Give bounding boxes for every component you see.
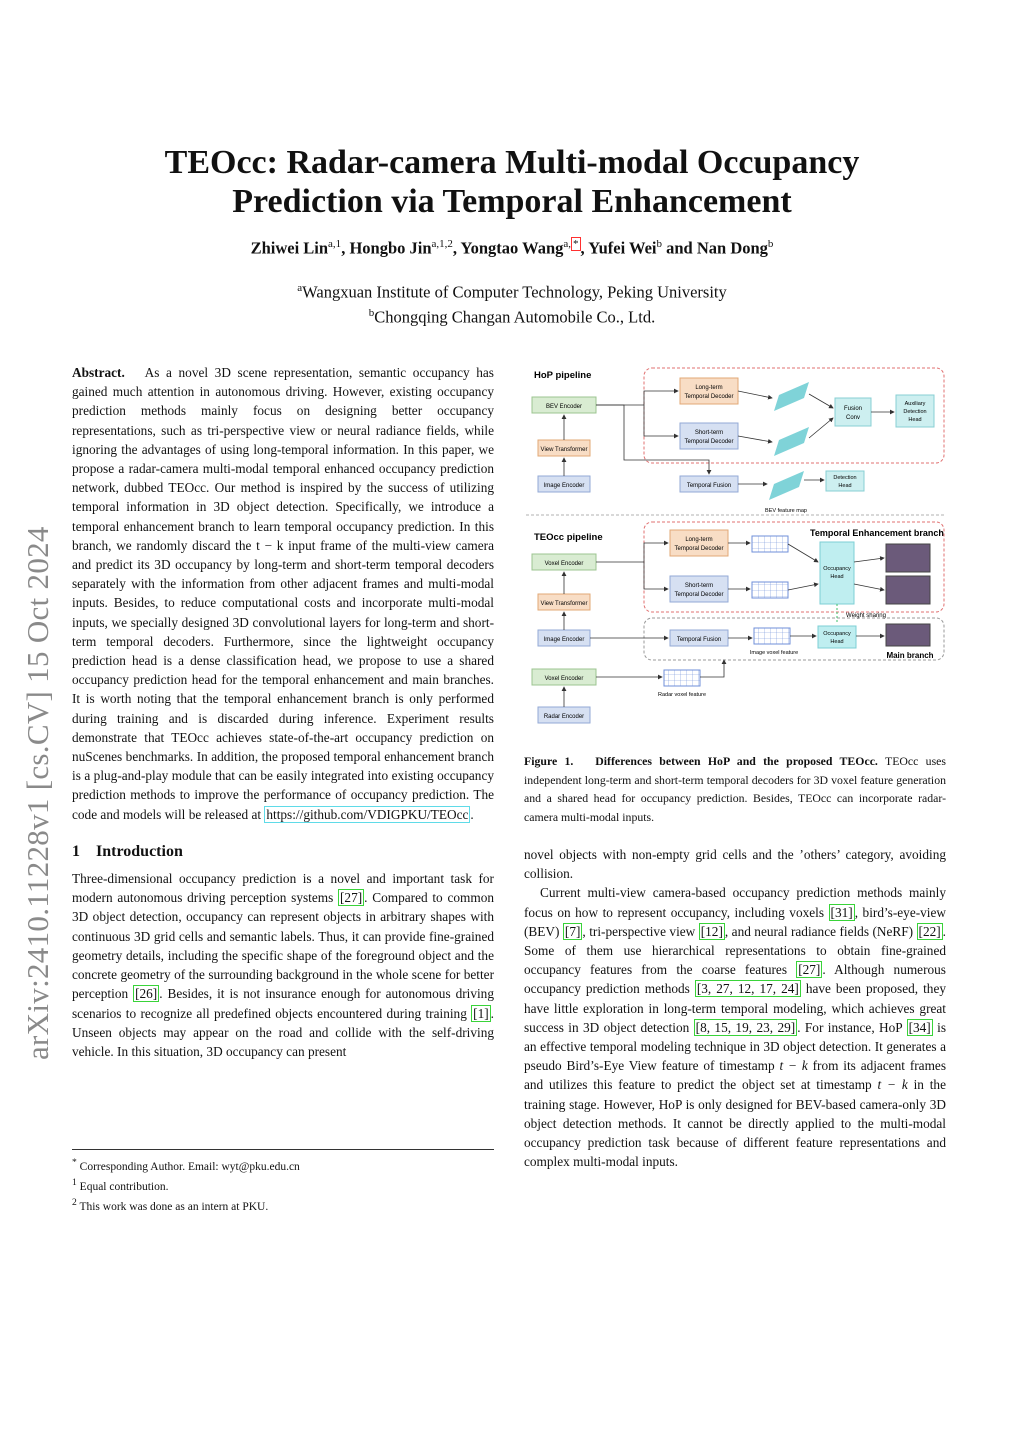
- hop-conv-label: Conv: [845, 415, 861, 421]
- intro-paragraph-1: Three-dimensional occupancy prediction is a novel and important task for modern autonomous driving perception systems [27] . Compared to common 3D object detection, occupancy can represent objects in arbitrary shapes with continuous 3D grid cells and semantic labels. Thus, it can provide fine-grained geometry details, including the specific shape of the foreground object and the concrete geometry of the surrounding background in the whole scene for better perception [26] . Besides, it is not insurance enough for autonomous driving scenarios to recognize all predefined objects encountered during training [1] . Unseen objects may appear on the road and collide with the self-driving vehicle. In this situation, 3D occupancy can present: [72, 871, 494, 1059]
- author-list: Zhiwei Lin$^{a,1}$, Hongbo Jin$^{a,1,2}$, Yongtao Wang$^{a,}$ * , Yufei Wei$^b$ and Nan Dong$^b$: [250, 238, 774, 258]
- affiliation-mark: b: [368, 306, 375, 319]
- hop-image-encoder-label: Image Encoder: [543, 483, 585, 489]
- paper-title: [100, 143, 924, 221]
- teocc-voxel-feature-long: [752, 536, 788, 552]
- footnote-text: Equal contribution.: [76, 1180, 169, 1193]
- footnote: [72, 1195, 494, 1215]
- title-line-1: TEOcc: Radar-camera Multi-modal Occupancy: [164, 144, 860, 181]
- teocc-long-term-box: [670, 530, 728, 556]
- arrow: [788, 584, 818, 590]
- teocc-main-head-label: Head: [830, 639, 844, 645]
- author-name: Nan Dong: [696, 238, 768, 258]
- image-voxel-feature-label: Image voxel feature: [749, 650, 799, 656]
- abstract-end: .: [470, 806, 474, 822]
- citation-link[interactable]: [27]: [340, 890, 363, 906]
- author-affiliation-mark: a,1,2: [431, 238, 453, 250]
- hop-short-term-label: Short-term: [694, 430, 724, 436]
- hop-temporal-fusion-label: Temporal Fusion: [686, 483, 732, 489]
- hop-detection-label: Detection: [833, 475, 857, 481]
- hop-bev-map-fusion: [769, 471, 804, 500]
- teocc-pipeline-title: TEOcc pipeline: [534, 532, 603, 543]
- teocc-occupancy-head-box: [820, 542, 854, 604]
- corresponding-author-mark[interactable]: *: [573, 238, 579, 250]
- left-column: [72, 363, 494, 1061]
- bev-feature-map-label: BEV feature map: [765, 508, 807, 514]
- radar-encoder-label: Radar Encoder: [543, 714, 585, 720]
- teocc-image-voxel-feature: [754, 628, 790, 644]
- teocc-main-occupancy-label: Occupancy: [823, 631, 851, 637]
- teocc-short-term-box: [670, 576, 728, 602]
- abstract: [72, 363, 494, 824]
- arrow: [809, 418, 833, 438]
- weight-sharing-label: Weight sharing: [846, 613, 886, 619]
- citation-link[interactable]: [7]: [564, 923, 581, 939]
- teocc-voxel-encoder-label: Voxel Encoder: [544, 561, 584, 567]
- hop-long-term-label: Long-term: [695, 385, 723, 391]
- citation-link[interactable]: [22]: [918, 923, 941, 939]
- citation-link[interactable]: [12]: [700, 923, 723, 939]
- title-line-2: Prediction via Temporal Enhancement: [232, 183, 792, 220]
- math-expression: t − k: [877, 1077, 908, 1093]
- arrow: [854, 558, 884, 562]
- author-name: Yufei Wei: [588, 238, 657, 258]
- scene-occupancy-2: [886, 576, 930, 604]
- hop-aux-1: Auxiliary: [904, 401, 926, 407]
- affiliation-text: Chongqing Changan Automobile Co., Ltd.: [374, 307, 656, 326]
- hop-long-term-box: [680, 378, 738, 404]
- caption-bold: Differences between HoP and the proposed TEOcc.: [595, 754, 878, 768]
- right-column: [524, 845, 946, 1171]
- right-paragraph-1: Current multi-view camera-based occupancy prediction methods mainly focus on how to represent occupancy, including voxels [31] , bird’s-eye-view (BEV) [7] , tri-perspective view [12] , and neural radiance fields (NeRF) [22] . Some of them use hierarchical representations to obtain fine-grained occupancy features from the coarse features [27] . Although numerous occupancy prediction methods [3, 27, 12, 17, 24] have been proposed, they have little exploration in long-term temporal modeling, which achieves great success in 3D object detection [8, 15, 19, 23, 29] . For instance, HoP [34] is an effective temporal modeling technique in 3D object detection. It generates a pseudo Bird’s-Eye View feature of timestamp t − k from its adjacent frames and utilizes this feature to predict the object set at timestamp t − k in the training stage. However, HoP is only designed for BEV-based camera-only 3D object detection methods. It cannot be directly applied to the multi-modal occupancy prediction task because of different feature representations and complex multi-modal inputs.: [524, 885, 946, 1170]
- author-affiliation-mark: a,1: [328, 238, 342, 250]
- figure-1-diagram: [524, 362, 948, 732]
- citation-link[interactable]: [1]: [473, 1005, 489, 1021]
- arrow: [788, 544, 818, 562]
- footnote-mark: 1: [72, 1176, 77, 1188]
- caption-label: Figure 1.: [524, 754, 574, 768]
- radar-voxel-feature-label: Radar voxel feature: [658, 692, 706, 698]
- figure-caption: [524, 752, 946, 826]
- author-name: Zhiwei Lin: [250, 238, 329, 258]
- math-expression: t − k: [779, 1058, 808, 1074]
- arrow: [644, 405, 678, 436]
- author-affiliation-mark: b: [767, 238, 774, 250]
- author-affiliation-mark: b: [656, 238, 662, 250]
- affiliation-line: [100, 303, 924, 328]
- teocc-voxel-feature-short: [752, 582, 788, 598]
- arrow: [854, 584, 884, 590]
- hop-aux-3: Head: [908, 417, 922, 423]
- author-name: Yongtao Wang: [460, 238, 564, 258]
- arrow: [596, 543, 668, 562]
- hop-head-label: Head: [838, 483, 852, 489]
- radar-voxel-encoder-label: Voxel Encoder: [544, 676, 584, 682]
- hop-aux-2: Detection: [903, 409, 927, 415]
- affiliations: [100, 278, 924, 327]
- footnote-text: Corresponding Author. Email: wyt@pku.edu.cn: [76, 1160, 300, 1173]
- citation-link[interactable]: [34]: [908, 1019, 931, 1035]
- hop-pipeline-title: HoP pipeline: [534, 370, 592, 381]
- arrow: [700, 660, 724, 677]
- arrow: [809, 394, 833, 408]
- hop-bev-encoder-label: BEV Encoder: [545, 404, 583, 410]
- hop-long-term-decoder: Temporal Decoder: [684, 394, 734, 400]
- section-heading-introduction: 1 Introduction: [72, 842, 183, 860]
- footnote: [72, 1155, 494, 1175]
- arrow: [596, 391, 678, 405]
- teocc-temporal-fusion-label: Temporal Fusion: [676, 637, 722, 643]
- teocc-occupancy-label: Occupancy: [823, 566, 851, 572]
- caption-text: [524, 752, 946, 826]
- hop-short-term-box: [680, 423, 738, 449]
- citation-link[interactable]: [27]: [798, 962, 821, 978]
- scene-occupancy-main: [886, 624, 930, 646]
- arrow: [644, 562, 668, 589]
- footnote-mark: *: [72, 1157, 77, 1168]
- abstract-label: Abstract.: [72, 365, 125, 380]
- code-link[interactable]: https://github.com/VDIGPKU/TEOcc: [266, 806, 469, 822]
- teocc-long-term-label: Long-term: [685, 537, 713, 543]
- hop-short-term-decoder: Temporal Decoder: [684, 439, 734, 445]
- hop-fusion-conv-box: [835, 398, 871, 426]
- hop-fusion-label: Fusion: [843, 406, 863, 412]
- hop-bev-map-short: [774, 427, 809, 456]
- affiliation-line: [100, 278, 924, 303]
- arrow: [738, 436, 772, 442]
- footnote: [72, 1175, 494, 1195]
- citation-link[interactable]: [8, 15, 19, 23, 29]: [695, 1019, 796, 1035]
- author-name: Hongbo Jin: [349, 238, 432, 258]
- teocc-view-transformer-label: View Transformer: [540, 601, 588, 607]
- footnote-text: This work was done as an intern at PKU.: [76, 1200, 269, 1213]
- footnotes: [72, 1149, 494, 1214]
- radar-voxel-feature: [664, 670, 700, 686]
- citation-link[interactable]: [26]: [135, 986, 158, 1002]
- teocc-head-label: Head: [830, 574, 844, 580]
- citation-link[interactable]: [31]: [830, 904, 853, 920]
- scene-occupancy-1: [886, 544, 930, 572]
- arrow: [738, 391, 772, 398]
- abstract-text: As a novel 3D scene representation, semantic occupancy has gained much attention in autonomous driving. However, existing occupancy prediction methods mainly focus on designing better occupancy representations, such as tri-perspective view or neural radiance fields, while ignoring the advantages of using long-temporal information. In this paper, we propose a radar-camera multi-modal temporal enhanced occupancy prediction network, dubbed TEOcc. Our method is inspired by the success of utilizing temporal information in 3D object detection. Specifically, we introduce a temporal enhancement branch to learn temporal occupancy prediction. In this branch, we randomly discard the t − k input frame of the multi-view camera and predict its 3D occupancy by long-term and short-term temporal decoders separately with the information from other adjacent frames and multi-modal inputs. Besides, to reduce computational costs and incorporate multi-modal inputs, we specially designed 3D convolutional layers for long-term and short-term temporal decoders. Furthermore, since the lightweight occupancy prediction head is a dense classification head, we propose to use a shared occupancy prediction head for the temporal enhancement and main branches. It is worth noting that the temporal enhancement branch is only performed during training and is discarded during inference. Experiment results demonstrate that TEOcc achieves state-of-the-art occupancy prediction on nuScenes benchmarks. In addition, the proposed temporal enhancement branch is a plug-and-play module that can be easily integrated into existing occupancy prediction methods to improve the performance of occupancy prediction. The code and models will be released at: [72, 365, 494, 822]
- affiliation-text: Wangxuan Institute of Computer Technology, Peking University: [302, 282, 727, 302]
- author-affiliation-mark: a,: [563, 238, 572, 250]
- teocc-short-term-label: Short-term: [684, 583, 714, 589]
- teocc-long-term-decoder: Temporal Decoder: [674, 546, 724, 552]
- right-paragraph-0: novel objects with non-empty grid cells and the ’others’ category, avoiding collision.: [524, 847, 946, 882]
- arxiv-identifier: arXiv:2410.11228v1 [cs.CV] 15 Oct 2024: [20, 526, 55, 1060]
- hop-view-transformer-label: View Transformer: [540, 447, 588, 453]
- footnote-mark: 2: [72, 1196, 77, 1208]
- temporal-enhancement-branch-title: Temporal Enhancement branch: [810, 528, 944, 538]
- caption-body: TEOcc uses independent long-term and short-term temporal decoders for 3D voxel feature generation and a shared head for occupancy prediction. Besides, TEOcc can incorporate radar-camera multi-modal inputs.: [524, 754, 946, 824]
- hop-bev-map-long: [774, 382, 809, 411]
- affiliation-mark: a: [297, 282, 303, 294]
- teocc-image-encoder-label: Image Encoder: [543, 637, 585, 643]
- teocc-short-term-decoder: Temporal Decoder: [674, 592, 724, 598]
- citation-link[interactable]: [3, 27, 12, 17, 24]: [696, 981, 799, 997]
- main-branch-label: Main branch: [886, 651, 934, 660]
